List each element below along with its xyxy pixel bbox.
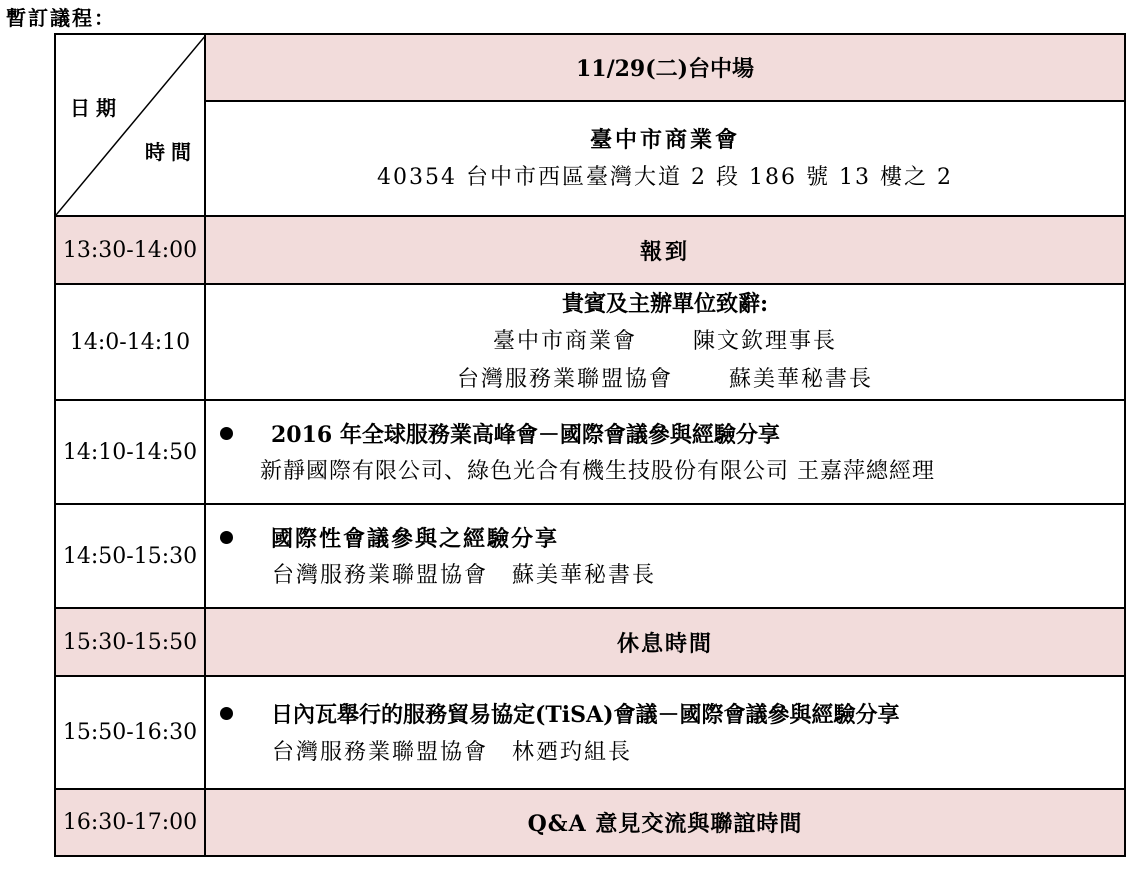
speaker-org: 臺中市商業會 xyxy=(492,329,637,354)
time-cell: 15:30-15:50 xyxy=(55,608,205,676)
agenda-table xyxy=(54,33,1126,857)
time-cell: 14:0-14:10 xyxy=(55,284,205,400)
agenda-row xyxy=(55,400,1125,504)
bullet-icon xyxy=(220,707,233,720)
venue-name: 臺中市商業會 xyxy=(589,126,740,153)
agenda-row xyxy=(55,676,1125,789)
agenda-title: Q&A 意見交流與聯誼時間 xyxy=(205,789,1125,856)
agenda-content-cell xyxy=(205,284,1125,400)
agenda-title: 2016 年全球服務業高峰會－國際會議參與經驗分享 xyxy=(271,421,780,448)
agenda-row xyxy=(55,608,1125,676)
date-label: 日期 xyxy=(70,96,122,120)
speaker-person: 陳文欽理事長 xyxy=(693,329,838,354)
agenda-row xyxy=(55,504,1125,608)
time-cell: 16:30-17:00 xyxy=(55,789,205,856)
agenda-content-cell xyxy=(205,504,1125,608)
table-header-row xyxy=(55,34,1125,101)
speaker-org: 台灣服務業聯盟協會 xyxy=(456,367,673,392)
diagonal-divider xyxy=(56,35,206,215)
date-time-corner-cell xyxy=(55,34,205,216)
time-cell: 14:10-14:50 xyxy=(55,400,205,504)
agenda-title: 日內瓦舉行的服務貿易協定(TiSA)會議－國際會議參與經驗分享 xyxy=(271,702,900,728)
speaker-line: 台灣服務業聯盟協會 蘇美華秘書長 xyxy=(272,563,657,588)
agenda-title: 貴賓及主辦單位致辭: xyxy=(561,291,769,317)
bullet-icon xyxy=(220,531,233,544)
time-cell: 13:30-14:00 xyxy=(55,216,205,284)
session-title: 11/29(二)台中場 xyxy=(205,34,1125,101)
agenda-row xyxy=(55,284,1125,400)
venue-address: 40354 台中市西區臺灣大道 2 段 186 號 13 樓之 2 xyxy=(377,164,953,190)
agenda-item xyxy=(206,517,1124,557)
venue-row xyxy=(55,101,1125,216)
agenda-content-cell xyxy=(205,400,1125,504)
time-cell: 14:50-15:30 xyxy=(55,504,205,608)
time-cell: 15:50-16:30 xyxy=(55,676,205,789)
agenda-item xyxy=(206,694,1124,734)
agenda-title: 休息時間 xyxy=(205,608,1125,676)
speaker-line: 新靜國際有限公司、綠色光合有機生技股份有限公司 王嘉萍總經理 xyxy=(260,459,935,484)
speaker-line xyxy=(206,361,1124,399)
agenda-item xyxy=(206,413,1124,453)
agenda-row xyxy=(55,789,1125,856)
venue-cell xyxy=(205,101,1125,216)
agenda-title: 報到 xyxy=(205,216,1125,284)
agenda-content-cell xyxy=(205,676,1125,789)
agenda-title: 國際性會議參與之經驗分享 xyxy=(271,525,560,552)
agenda-row xyxy=(55,216,1125,284)
speaker-line xyxy=(206,323,1124,361)
time-label: 時間 xyxy=(145,140,197,164)
speaker-line: 台灣服務業聯盟協會 林廼玓組長 xyxy=(272,739,633,765)
bullet-icon xyxy=(220,427,233,440)
document-title: 暫訂議程： xyxy=(6,6,116,30)
speaker-person: 蘇美華秘書長 xyxy=(729,367,874,392)
